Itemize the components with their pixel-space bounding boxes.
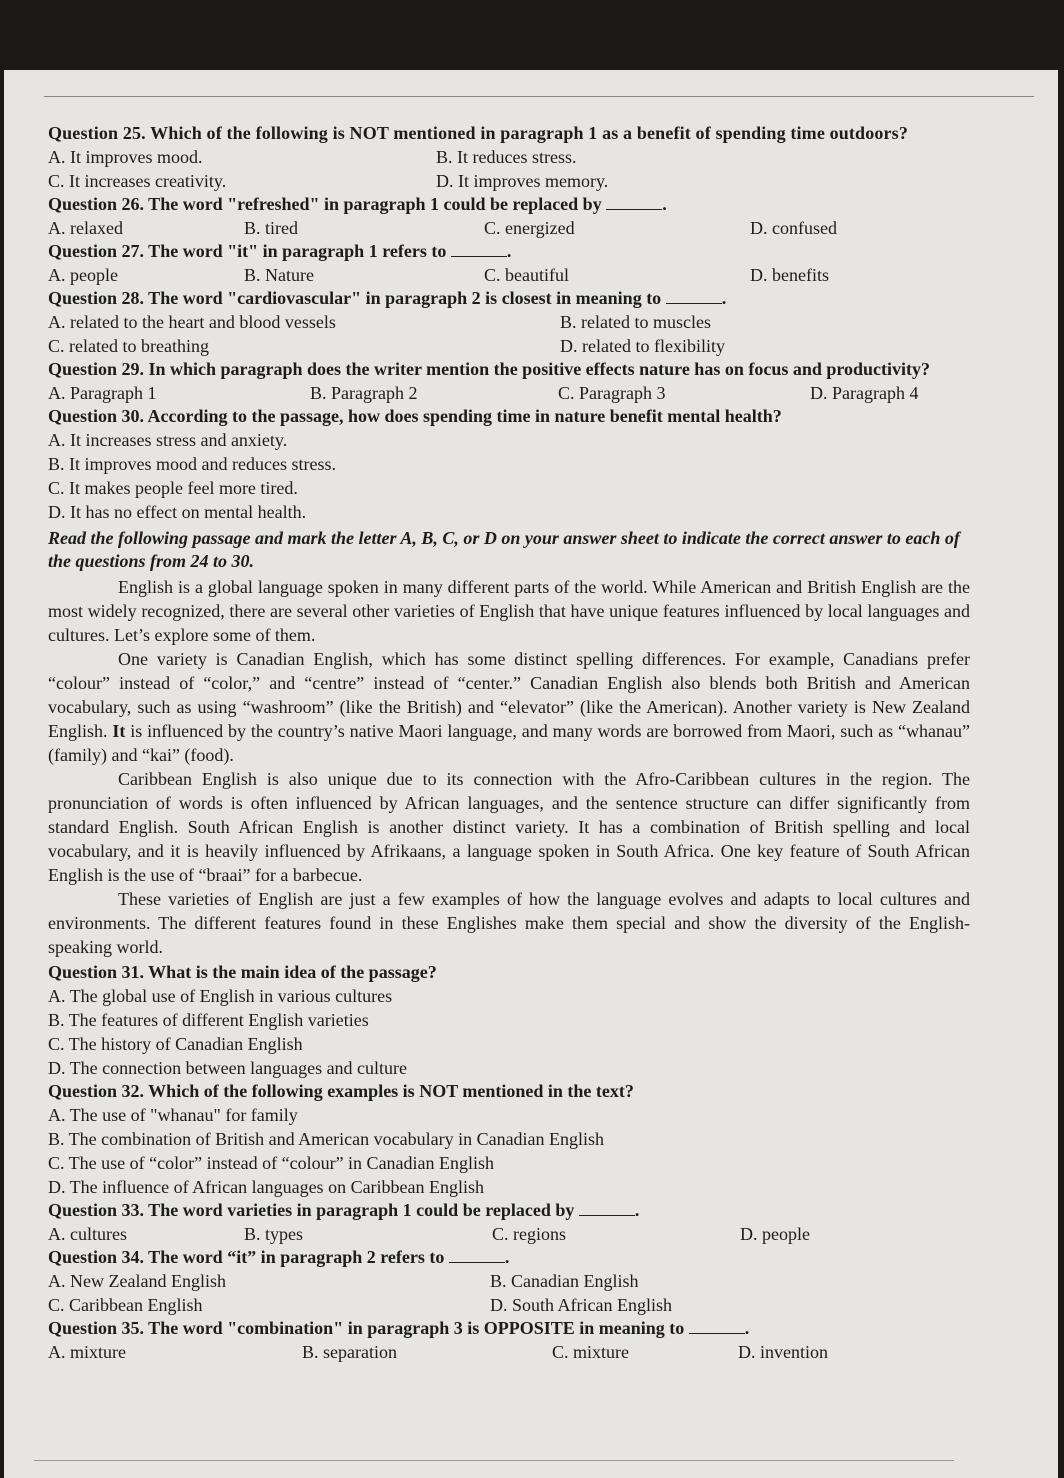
option-b[interactable]: B. Nature (244, 265, 314, 285)
option-c[interactable]: C. related to breathing (48, 336, 209, 356)
question-29-options (48, 381, 970, 405)
option-a[interactable]: A. relaxed (48, 218, 123, 238)
top-rule (44, 96, 1034, 97)
passage-paragraph-1: English is a global language spoken in many different parts of the world. While American and British English are the most widely recognized, there are several other varieties of English that have unique features influenced by local languages and cultures. Let’s explore some of them. (48, 577, 970, 645)
option-a[interactable]: A. mixture (48, 1342, 126, 1362)
answer-blank (451, 242, 507, 257)
option-c[interactable]: C. Caribbean English (48, 1295, 203, 1315)
question-30-stem (48, 405, 970, 428)
option-b[interactable]: B. The features of different English varieties (48, 1010, 369, 1030)
question-28-options (48, 310, 970, 334)
option-b[interactable]: B. Canadian English (490, 1271, 639, 1291)
option-c[interactable]: C. mixture (552, 1342, 629, 1362)
option-a[interactable]: A. people (48, 265, 118, 285)
answer-blank (449, 1248, 505, 1263)
answer-blank (666, 289, 722, 304)
passage-paragraph-3: Caribbean English is also unique due to its connection with the Afro-Caribbean cultures in the region. The pronunciation of words is often influenced by African languages, and the sentence structure can differ significantly from standard English. South African English is another distinct variety. It has a combination of British spelling and local vocabulary, and it is heavily influenced by Afrikaans, a language spoken in South Africa. One key feature of South African English is the use of “braai” for a barbecue. (48, 769, 970, 885)
option-c[interactable]: C. regions (492, 1224, 566, 1244)
question-32-stem: Question 32. Which of the following examples is NOT mentioned in the text? (48, 1081, 634, 1101)
answer-blank (579, 1201, 635, 1216)
option-a[interactable]: A. related to the heart and blood vessels (48, 312, 336, 332)
option-d[interactable]: D. people (740, 1224, 810, 1244)
question-27-stem: Question 27. The word "it" in paragraph 1 refers to . (48, 241, 512, 261)
option-c[interactable]: C. Paragraph 3 (558, 383, 666, 403)
option-b[interactable]: B. tired (244, 218, 298, 238)
option-d[interactable]: D. benefits (750, 265, 829, 285)
option-a[interactable]: A. It improves mood. (48, 147, 203, 167)
question-27-options (48, 263, 970, 287)
option-d[interactable]: D. It improves memory. (436, 171, 609, 191)
option-d[interactable]: D. The influence of African languages on Caribbean English (48, 1177, 485, 1197)
question-26-options (48, 216, 970, 240)
option-a[interactable]: A. Paragraph 1 (48, 383, 157, 403)
question-34-options (48, 1269, 970, 1293)
option-c[interactable]: C. The use of “color” instead of “colour” in Canadian English (48, 1153, 495, 1173)
option-d[interactable]: D. It has no effect on mental health. (48, 502, 307, 522)
paper-sheet (4, 70, 1058, 1478)
option-c[interactable]: C. It increases creativity. (48, 171, 227, 191)
answer-blank (606, 195, 662, 210)
question-31-stem: Question 31. What is the main idea of the passage? (48, 962, 437, 982)
option-a[interactable]: A. New Zealand English (48, 1271, 226, 1291)
option-b[interactable]: B. separation (302, 1342, 397, 1362)
question-34-stem: Question 34. The word “it” in paragraph 2 refers to . (48, 1247, 510, 1267)
passage-paragraph-2: One variety is Canadian English, which has some distinct spelling differences. For example, Canadians prefer “colour” instead of “color,” and “centre” instead of “center.” Canadian English also blends both British and American vocabulary, such as using “washroom” (like the British) and “elevator” (like the American). Another variety is New Zealand English. It is influenced by the country’s native Maori language, and many words are borrowed from Maori, such as “whanau” (family) and “kai” (food). (48, 649, 971, 765)
reading-instruction: Read the following passage and mark the letter A, B, C, or D on your answer sheet to indicate the correct answer to each of the questions from 24 to 30. (48, 528, 960, 571)
question-35-options (48, 1340, 970, 1364)
question-33-options (48, 1222, 970, 1246)
question-25-options-2 (48, 169, 970, 193)
question-33-stem: Question 33. The word varieties in paragraph 1 could be replaced by . (48, 1200, 640, 1220)
option-b[interactable]: B. types (244, 1224, 304, 1244)
option-a[interactable]: A. cultures (48, 1224, 127, 1244)
question-26-stem: Question 26. The word "refreshed" in paragraph 1 could be replaced by . (48, 194, 667, 214)
question-34-options-2 (48, 1293, 970, 1317)
option-a[interactable]: A. It increases stress and anxiety. (48, 430, 288, 450)
option-d[interactable]: D. related to flexibility (560, 336, 725, 356)
option-b[interactable]: B. It reduces stress. (436, 147, 577, 167)
option-a[interactable]: A. The use of "whanau" for family (48, 1105, 298, 1125)
option-c[interactable]: C. The history of Canadian English (48, 1034, 303, 1054)
option-b[interactable]: B. The combination of British and American vocabulary in Canadian English (48, 1129, 605, 1149)
option-d[interactable]: D. The connection between languages and culture (48, 1058, 408, 1078)
option-b[interactable]: B. Paragraph 2 (310, 383, 418, 403)
option-a[interactable]: A. The global use of English in various cultures (48, 986, 393, 1006)
option-d[interactable]: D. South African English (490, 1295, 672, 1315)
option-c[interactable]: C. It makes people feel more tired. (48, 478, 298, 498)
option-c[interactable]: C. energized (484, 218, 575, 238)
option-b[interactable]: B. related to muscles (560, 312, 711, 332)
highlighted-it: It (112, 721, 126, 741)
option-c[interactable]: C. beautiful (484, 265, 569, 285)
question-28-stem: Question 28. The word "cardiovascular" in paragraph 2 is closest in meaning to . (48, 288, 727, 308)
option-b[interactable]: B. It improves mood and reduces stress. (48, 454, 336, 474)
bottom-rule (34, 1460, 954, 1461)
question-30-stem-text: Question 30. According to the passage, how does spending time in nature benefit mental health? (48, 406, 782, 426)
question-25-options (48, 145, 970, 169)
question-35-stem: Question 35. The word "combination" in paragraph 3 is OPPOSITE in meaning to . (48, 1318, 750, 1338)
question-28-options-2 (48, 334, 970, 358)
question-29-stem: Question 29. In which paragraph does the writer mention the positive effects nature has on focus and productivity? (48, 359, 931, 379)
exam-content (48, 122, 970, 1364)
passage-paragraph-4: These varieties of English are just a few examples of how the language evolves and adapts to local cultures and environments. The different features found in these Englishes make them special and show the diversity of the English-speaking world. (48, 889, 970, 957)
option-d[interactable]: D. confused (750, 218, 837, 238)
option-d[interactable]: D. Paragraph 4 (810, 383, 919, 403)
question-25-stem: Question 25. Which of the following is NOT mentioned in paragraph 1 as a benefit of spending time outdoors? (48, 123, 908, 143)
option-d[interactable]: D. invention (738, 1342, 828, 1362)
answer-blank (689, 1319, 745, 1334)
